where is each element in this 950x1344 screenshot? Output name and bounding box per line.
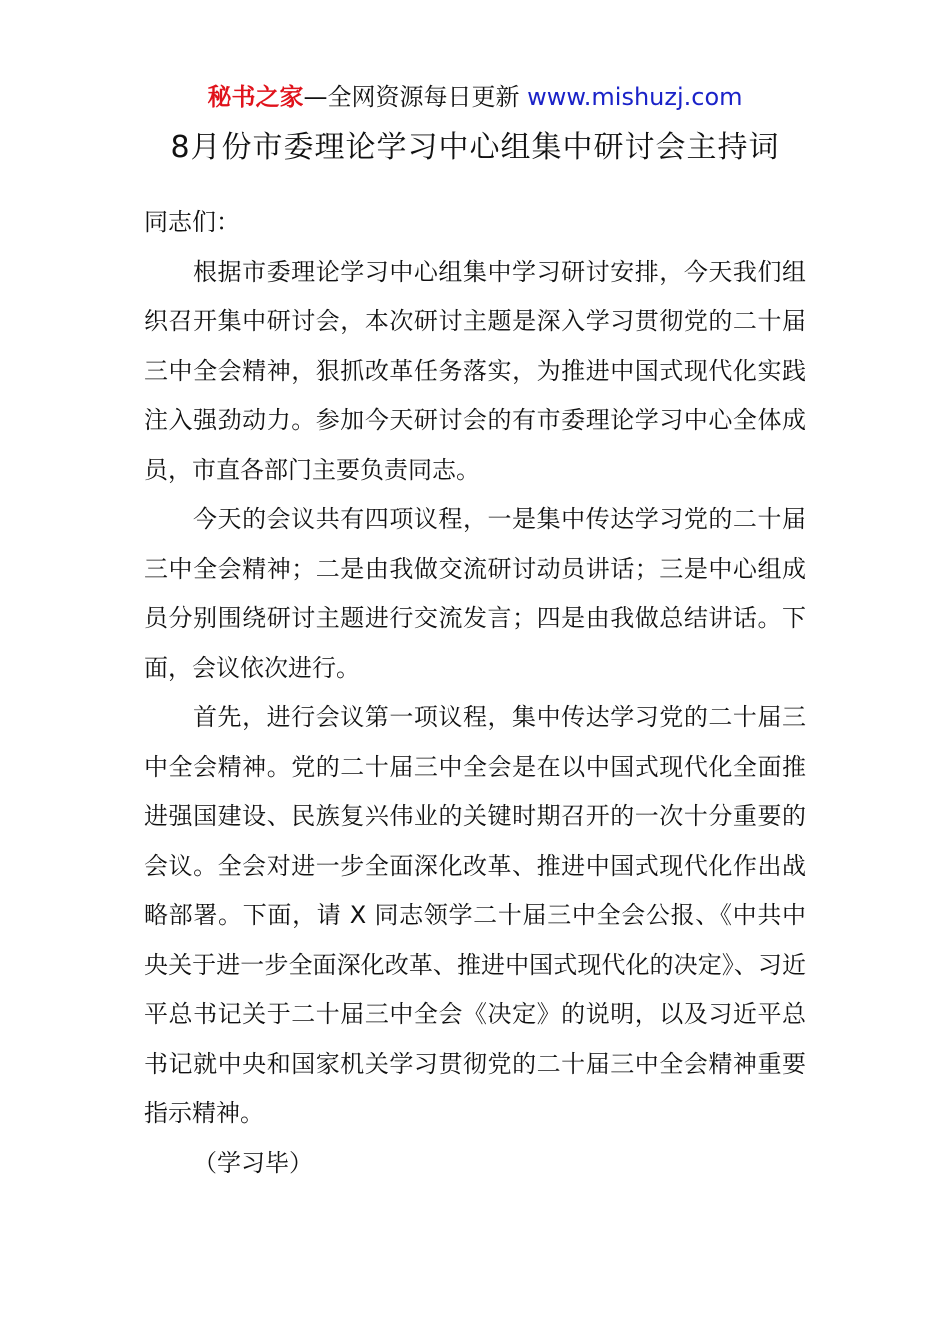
salutation: 同志们： xyxy=(144,208,240,236)
document-title: 8月份市委理论学习中心组集中研讨会主持词 xyxy=(170,130,780,165)
site-tagline: —全网资源每日更新 xyxy=(303,83,520,111)
site-header xyxy=(0,80,950,114)
paragraph-agenda: 今天的会议共有四项议程，一是集中传达学习党的二十届三中全会精神；二是由我做交流研讨动员讲话；三是中心组成员分别围绕研讨主题进行交流发言；四是由我做总结讲话。下面，会议依次进行。 xyxy=(144,505,806,682)
site-brand: 秘书之家 xyxy=(207,83,304,111)
document-body xyxy=(144,198,806,1188)
paragraph-first-item: 首先，进行会议第一项议程，集中传达学习党的二十届三中全会精神。党的二十届三中全会是在以中国式现代化全面推进强国建设、民族复兴伟业的关键时期召开的一次十分重要的会议。全会对进一步全面深化改革、推进中国式现代化作出战略部署。下面，请 X 同志领学二十届三中全会公报、《中共中央关于进一步全面深化改革、推进中国式现代化的决定》、习近平总书记关于二十届三中全会《决定》的说明，以及习近平总书记就中央和国家机关学习贯彻党的二十届三中全会精神重要指示精神。 xyxy=(144,703,806,1127)
paragraph-intro: 根据市委理论学习中心组集中学习研讨安排，今天我们组织召开集中研讨会，本次研讨主题是深入学习贯彻党的二十届三中全会精神，狠抓改革任务落实，为推进中国式现代化实践注入强劲动力。参加今天研讨会的有市委理论学习中心全体成员，市直各部门主要负责同志。 xyxy=(144,257,806,484)
site-url-link[interactable]: www.mishuzj.com xyxy=(527,83,743,111)
study-complete-note: （学习毕） xyxy=(193,1148,313,1177)
